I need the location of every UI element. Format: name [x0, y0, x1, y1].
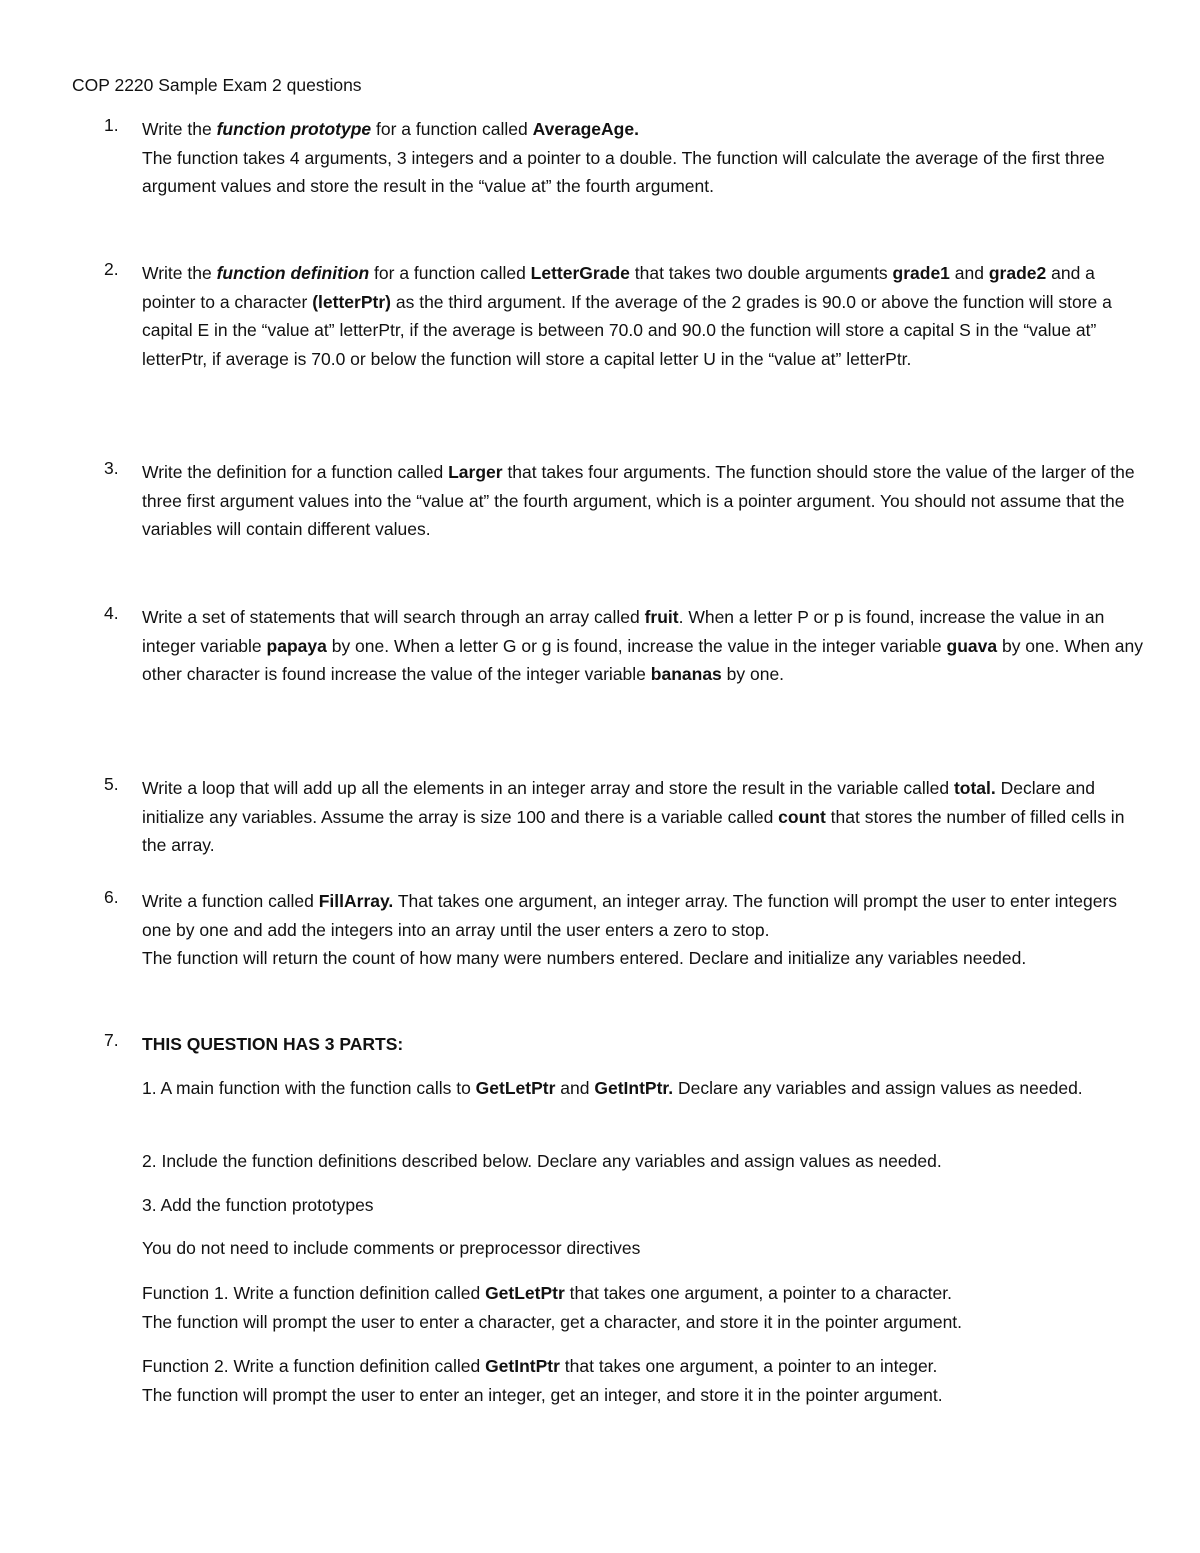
- question-number: 5.: [104, 774, 119, 794]
- question-heading: [142, 1030, 1144, 1059]
- question-number: 2.: [104, 259, 119, 279]
- text: by one. When any other character is found increase the value of the integer variable: [142, 635, 1144, 685]
- text: 1. A main function with the function calls to: [142, 1078, 476, 1098]
- question-number: 6.: [104, 887, 119, 907]
- text: Function 2. Write a function definition called: [142, 1356, 486, 1376]
- text: Write the: [142, 119, 217, 139]
- text: and a pointer to a character: [142, 263, 1095, 312]
- q7-function-2: [142, 1352, 1142, 1409]
- text: for a function called: [371, 119, 533, 139]
- text: . When a letter P or p is found, increase the value in an integer variable: [142, 607, 1105, 656]
- bold-term: grade1: [892, 263, 950, 283]
- bold-term: LetterGrade: [530, 263, 630, 283]
- bold-term: grade2: [988, 263, 1047, 283]
- question-text: [142, 458, 1144, 544]
- bold-term: GetLetPtr: [485, 1283, 565, 1303]
- question-text: [142, 887, 1144, 973]
- question-5: [104, 774, 1144, 860]
- question-3: [104, 458, 1144, 544]
- question-number: 7.: [104, 1030, 119, 1050]
- text: and: [555, 1078, 595, 1098]
- question-1: [104, 115, 1144, 201]
- text: The function will return the count of how many were numbers entered. Declare and initialize any variables needed.: [142, 948, 1027, 969]
- bold-term: (letterPtr): [312, 291, 391, 312]
- bold-heading: THIS QUESTION HAS 3 PARTS:: [142, 1034, 404, 1054]
- text: Write a function called: [142, 891, 319, 911]
- bold-term: guava: [946, 635, 998, 656]
- text: that takes one argument, a pointer to a character.: [564, 1283, 952, 1303]
- text: Function 1. Write a function definition called: [142, 1283, 486, 1303]
- bold-term: Larger: [448, 462, 503, 482]
- text: by one. When a letter G or g is found, increase the value in the integer variable: [326, 635, 947, 656]
- text: by one.: [721, 664, 785, 685]
- bold-term: AverageAge.: [532, 119, 639, 139]
- bold-term: fruit: [644, 607, 679, 627]
- question-number: 4.: [104, 603, 119, 623]
- bold-term: papaya: [266, 635, 327, 656]
- bold-term: FillArray.: [318, 891, 394, 911]
- text: Write the: [142, 263, 217, 283]
- text: as the third argument. If the average of the 2 grades is 90.0 or above the function will store a capital E in the “value at” letterPtr, if the average is between 70.0 and 90.0 the function will store a capital S in the “value at” letterPtr, if average is 70.0 or below the function will store a capital letter U in the “value at” letterPtr.: [142, 291, 1112, 369]
- text: That takes one argument, an integer array. The function will prompt the user to enter integers one by one and add the integers into an array until the user enters a zero to stop.: [142, 891, 1118, 940]
- question-number: 1.: [104, 115, 119, 135]
- text: Declare and initialize any variables. Assume the array is size 100 and there is a variable called: [142, 778, 1095, 827]
- text: Write a set of statements that will search through an array called: [142, 607, 645, 627]
- question-text: [142, 603, 1144, 689]
- text: Declare any variables and assign values as needed.: [673, 1078, 1083, 1098]
- q7-part-2: 2. Include the function definitions described below. Declare any variables and assign values as needed.: [142, 1151, 942, 1171]
- question-text: [142, 259, 1144, 373]
- text: for a function called: [369, 263, 531, 283]
- document-title: COP 2220 Sample Exam 2 questions: [72, 75, 362, 95]
- text: that takes four arguments. The function should store the value of the larger of the three first argument values into the “value at” the fourth argument, which is a pointer argument. You should not assume that the variables will contain different values.: [142, 462, 1135, 540]
- q7-function-1: [142, 1279, 1142, 1336]
- bold-term: count: [778, 806, 826, 827]
- q7-part-1: [142, 1074, 1142, 1103]
- bold-term: GetIntPtr.: [594, 1078, 674, 1098]
- question-7: [104, 1030, 1144, 1059]
- emphasis: function prototype: [216, 119, 372, 139]
- bold-term: total.: [953, 778, 996, 798]
- text: Write the definition for a function called: [142, 462, 449, 482]
- bold-term: GetLetPtr: [475, 1078, 556, 1098]
- question-6: [104, 887, 1144, 973]
- text: The function takes 4 arguments, 3 integers and a pointer to a double. The function will calculate the average of the first three argument values and store the result in the “value at” the fourth argument.: [142, 147, 1105, 197]
- question-4: [104, 603, 1144, 689]
- question-text: [142, 115, 1144, 201]
- text: that stores the number of filled cells in the array.: [142, 806, 1125, 856]
- text: that takes two double arguments: [629, 263, 893, 283]
- bold-term: bananas: [650, 664, 722, 685]
- bold-term: GetIntPtr: [485, 1356, 560, 1376]
- text: The function will prompt the user to enter an integer, get an integer, and store it in the pointer argument.: [142, 1384, 943, 1405]
- question-text: [142, 774, 1144, 860]
- question-number: 3.: [104, 458, 119, 478]
- text: The function will prompt the user to enter a character, get a character, and store it in the pointer argument.: [142, 1311, 963, 1332]
- q7-part-3: 3. Add the function prototypes: [142, 1195, 374, 1215]
- q7-note: You do not need to include comments or preprocessor directives: [142, 1238, 641, 1258]
- emphasis: function definition: [216, 263, 370, 283]
- text: that takes one argument, a pointer to an integer.: [559, 1356, 938, 1376]
- text: Write a loop that will add up all the elements in an integer array and store the result in the variable called: [142, 778, 954, 798]
- text: and: [949, 263, 989, 283]
- question-2: [104, 259, 1144, 373]
